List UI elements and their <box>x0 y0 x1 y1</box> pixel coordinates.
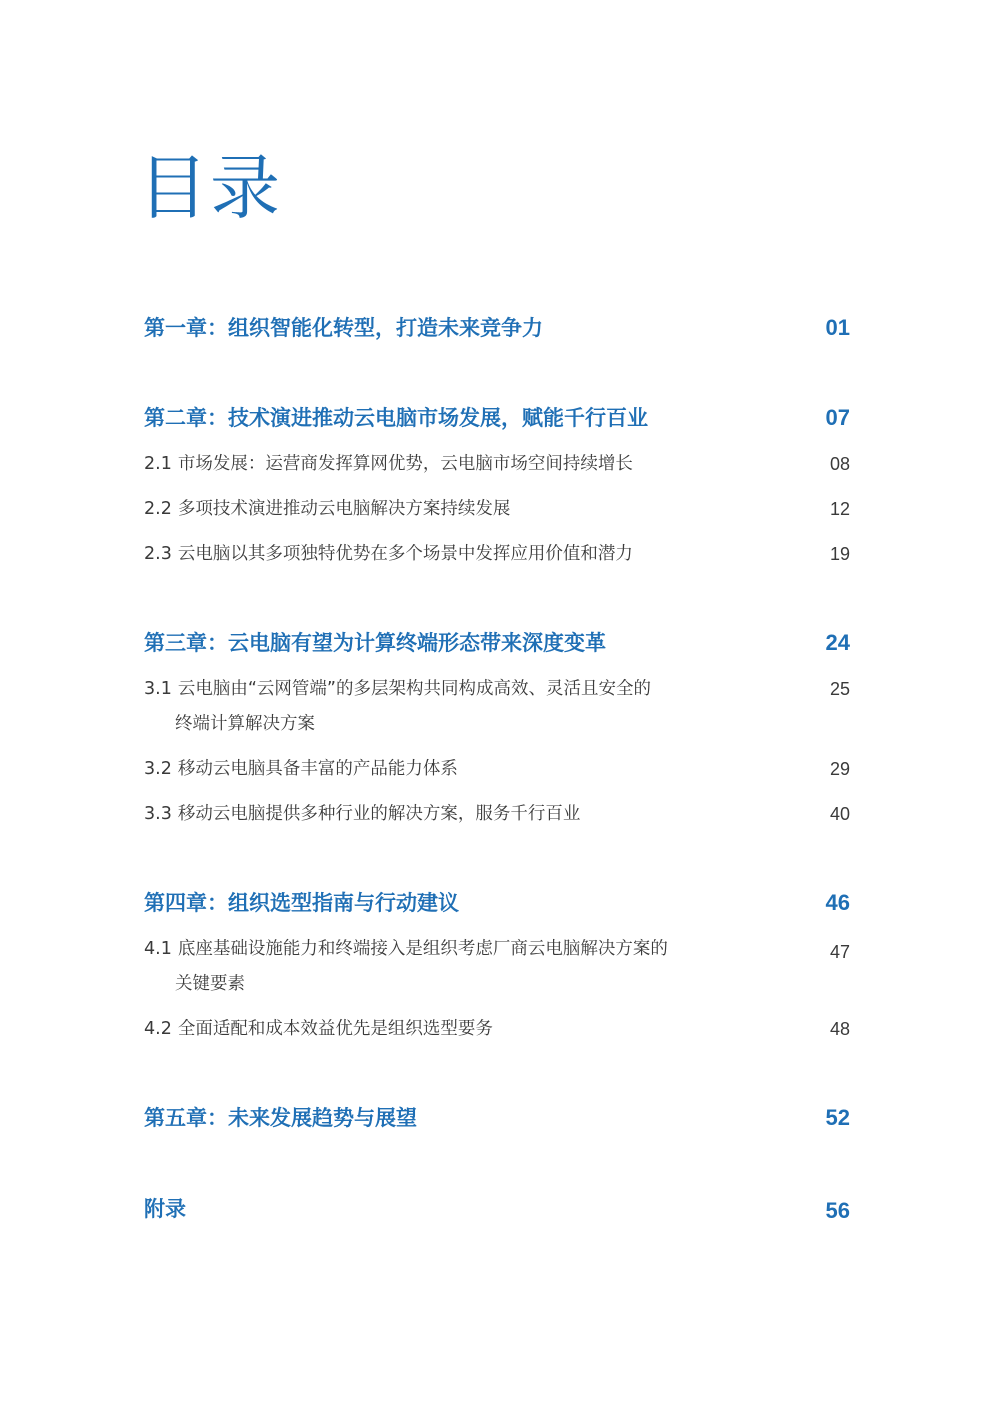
section-label: 移动云电脑具备丰富的产品能力体系 <box>177 759 458 779</box>
toc-section-2-1[interactable] <box>144 447 850 482</box>
toc-section-3-2[interactable] <box>144 752 850 787</box>
toc-section-2-2[interactable] <box>144 492 850 527</box>
section-number: 2.2 <box>144 499 172 519</box>
section-number: 4.1 <box>144 939 172 959</box>
page-title: 目录 <box>138 147 282 229</box>
toc-chapter-2[interactable] <box>144 404 850 432</box>
section-title <box>144 492 744 527</box>
section-page-number: 40 <box>829 804 850 824</box>
section-label-continued: 终端计算解决方案 <box>175 714 315 734</box>
toc-section-3-3[interactable] <box>144 797 850 832</box>
section-page-number: 29 <box>829 759 850 779</box>
toc-section-2-3[interactable] <box>144 537 850 572</box>
section-number: 3.3 <box>144 804 172 824</box>
section-page-number: 12 <box>829 499 850 519</box>
section-page-number: 08 <box>829 454 850 474</box>
chapter-title: 附录 <box>144 1197 186 1221</box>
chapter-title: 第三章：云电脑有望为计算终端形态带来深度变革 <box>144 631 606 655</box>
section-title <box>144 537 744 572</box>
toc-section-4-2[interactable] <box>144 1012 850 1047</box>
section-number: 3.1 <box>144 679 172 699</box>
chapter-page-number: 01 <box>825 315 850 340</box>
toc-section-4-1[interactable] <box>144 932 850 1002</box>
section-page-number: 25 <box>829 679 850 699</box>
chapter-title: 第二章：技术演进推动云电脑市场发展，赋能千行百业 <box>144 406 648 430</box>
section-number: 3.2 <box>144 759 172 779</box>
section-title <box>144 672 744 742</box>
toc-chapter-5[interactable] <box>144 1104 850 1132</box>
section-page-number: 48 <box>829 1019 850 1039</box>
section-label: 云电脑以其多项独特优势在多个场景中发挥应用价值和潜力 <box>177 544 633 564</box>
chapter-page-number: 07 <box>825 405 850 430</box>
toc-chapter-3[interactable] <box>144 629 850 657</box>
section-title <box>144 932 744 1002</box>
toc-chapter-4[interactable] <box>144 889 850 917</box>
section-title <box>144 797 744 832</box>
section-page-number: 19 <box>829 544 850 564</box>
section-title <box>144 752 744 787</box>
toc-chapter-1[interactable] <box>144 314 850 342</box>
section-number: 2.1 <box>144 454 172 474</box>
section-page-number: 47 <box>829 942 850 962</box>
chapter-page-number: 46 <box>825 890 850 915</box>
section-title <box>144 1012 744 1047</box>
section-title <box>144 447 744 482</box>
section-label: 市场发展：运营商发挥算网优势，云电脑市场空间持续增长 <box>177 454 633 474</box>
section-label: 云电脑由“云网管端”的多层架构共同构成高效、灵活且安全的 <box>177 679 651 699</box>
chapter-title: 第一章：组织智能化转型，打造未来竞争力 <box>144 316 543 340</box>
section-label: 底座基础设施能力和终端接入是组织考虑厂商云电脑解决方案的 <box>177 939 668 959</box>
chapter-page-number: 52 <box>825 1105 850 1130</box>
section-number: 4.2 <box>144 1019 172 1039</box>
chapter-title: 第五章：未来发展趋势与展望 <box>144 1106 417 1130</box>
section-label-continued: 关键要素 <box>175 974 245 994</box>
chapter-title: 第四章：组织选型指南与行动建议 <box>144 891 459 915</box>
chapter-page-number: 24 <box>825 630 850 655</box>
section-label: 全面适配和成本效益优先是组织选型要务 <box>177 1019 493 1039</box>
toc-appendix[interactable] <box>144 1195 850 1223</box>
section-label: 多项技术演进推动云电脑解决方案持续发展 <box>177 499 511 519</box>
toc-section-3-1[interactable] <box>144 672 850 742</box>
section-number: 2.3 <box>144 544 172 564</box>
chapter-page-number: 56 <box>825 1198 850 1223</box>
section-label: 移动云电脑提供多种行业的解决方案，服务千行百业 <box>177 804 581 824</box>
